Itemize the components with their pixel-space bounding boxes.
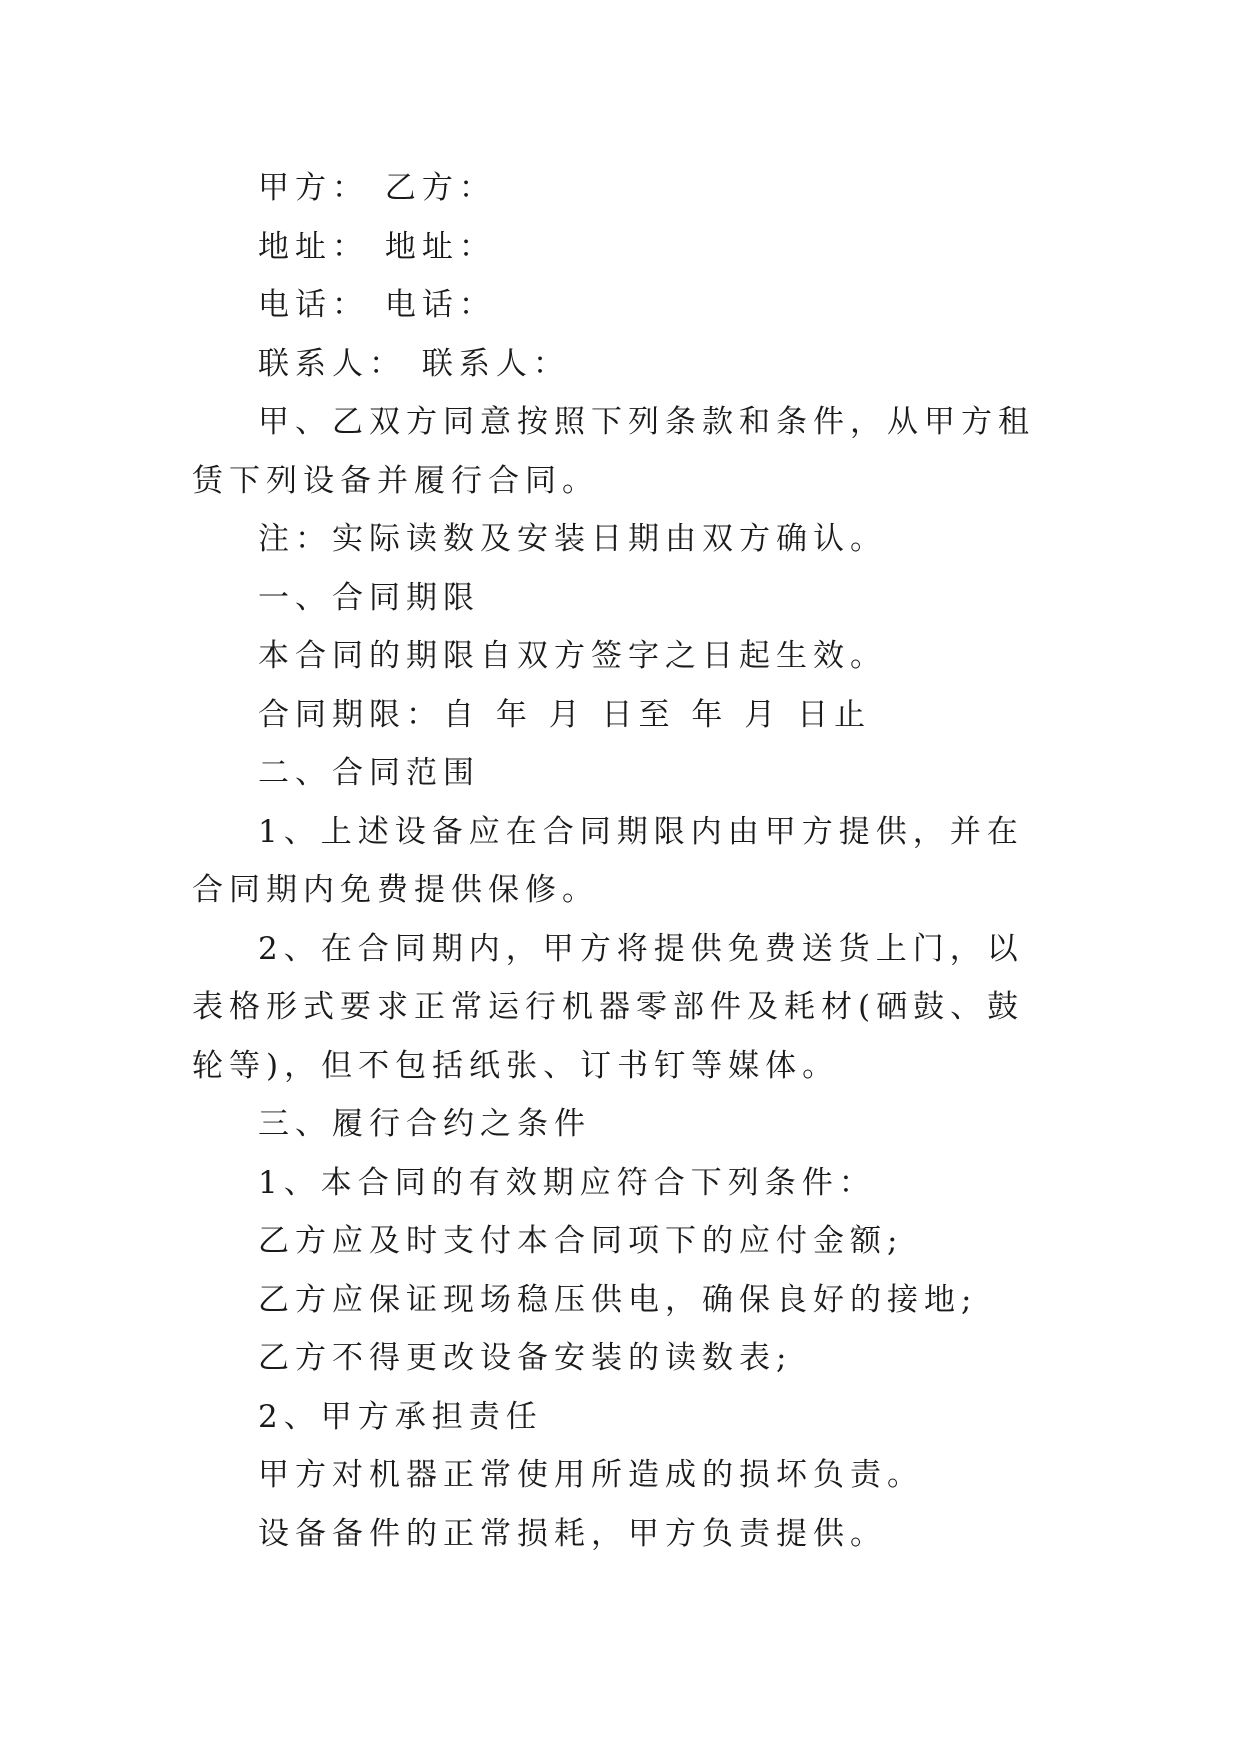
section-heading-scope: 二、合同范围 [258, 755, 480, 791]
term-effective: 本合同的期限自双方签字之日起生效。 [258, 638, 887, 674]
phone-line: 电话： 电话： [258, 287, 496, 323]
conditions-item-1: 1、本合同的有效期应符合下列条件： [258, 1164, 876, 1201]
condition-meter: 乙方不得更改设备安装的读数表; [258, 1340, 793, 1376]
condition-payment: 乙方应及时支付本合同项下的应付金额; [258, 1223, 904, 1259]
section-heading-conditions: 三、履行合约之条件 [258, 1106, 591, 1142]
section-heading-term: 一、合同期限 [258, 579, 480, 616]
address-line: 地址： 地址： [258, 228, 496, 265]
condition-power: 乙方应保证现场稳压供电，确保良好的接地; [258, 1281, 978, 1318]
conditions-item-2: 2、甲方承担责任 [258, 1398, 543, 1435]
responsibility-damage: 甲方对机器正常使用所造成的损坏负责。 [258, 1457, 924, 1493]
responsibility-parts: 设备备件的正常损耗，甲方负责提供。 [258, 1515, 887, 1552]
party-a-b-line: 甲方： 乙方： [258, 170, 496, 206]
agreement-intro: 甲、乙双方同意按照下列条款和条件，从甲方租赁下列设备并履行合同。 [192, 404, 1035, 499]
scope-item-2: 2、在合同期内，甲方将提供免费送货上门，以表格形式要求正常运行机器零部件及耗材(硒鼓、鼓轮等)，但不包括纸张、订书钉等媒体。 [192, 930, 1025, 1084]
term-period: 合同期限：自 年 月 日至 年 月 日止 [258, 696, 872, 733]
document-body [192, 159, 1058, 1563]
note-line: 注：实际读数及安装日期由双方确认。 [258, 521, 887, 557]
scope-item-1: 1、上述设备应在合同期限内由甲方提供，并在合同期内免费提供保修。 [192, 813, 1024, 908]
contact-line: 联系人： 联系人： [258, 345, 570, 382]
